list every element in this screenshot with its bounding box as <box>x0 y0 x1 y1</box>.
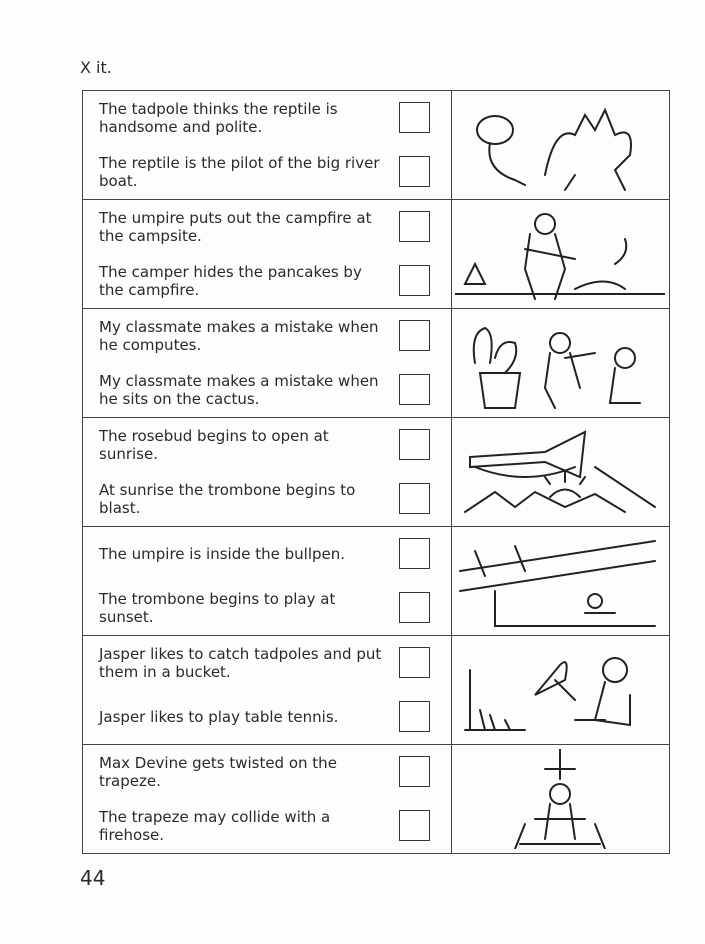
column-divider <box>451 91 452 199</box>
sentence <box>99 799 389 853</box>
sentence <box>99 745 389 799</box>
column-divider <box>451 309 452 417</box>
answer-checkbox[interactable] <box>399 211 430 242</box>
sentence-text: My classmate makes a mistake when he sits on the cactus. <box>99 372 379 408</box>
sentence-text: The rosebud begins to open at sunrise. <box>99 427 329 463</box>
sentence <box>99 91 389 145</box>
answer-checkbox[interactable] <box>399 592 430 623</box>
sentence <box>99 418 389 472</box>
exercise-row <box>83 309 669 418</box>
sentence-text: The umpire puts out the campfire at the campsite. <box>99 209 372 245</box>
sentence-text: The tadpole thinks the reptile is handsome and polite. <box>99 100 338 136</box>
sentence <box>99 690 389 744</box>
sentence-text: My classmate makes a mistake when he computes. <box>99 318 379 354</box>
column-divider <box>451 745 452 853</box>
exercise-row <box>83 91 669 200</box>
answer-checkbox[interactable] <box>399 756 430 787</box>
sentence-text: At sunrise the trombone begins to blast. <box>99 481 356 517</box>
illustration <box>455 640 665 740</box>
sentence <box>99 363 389 417</box>
sentence-text: The camper hides the pancakes by the campfire. <box>99 263 362 299</box>
sentence-text: Jasper likes to catch tadpoles and put them in a bucket. <box>99 645 382 681</box>
answer-checkbox[interactable] <box>399 320 430 351</box>
sentence <box>99 527 389 581</box>
answer-checkbox[interactable] <box>399 265 430 296</box>
sentence-text: Max Devine gets twisted on the trapeze. <box>99 754 337 790</box>
illustration <box>455 749 665 849</box>
column-divider <box>451 418 452 526</box>
illustration <box>455 422 665 522</box>
column-divider <box>451 636 452 744</box>
sentence-text: The trapeze may collide with a firehose. <box>99 808 331 844</box>
exercise-row <box>83 200 669 309</box>
sentence <box>99 309 389 363</box>
exercise-row <box>83 418 669 527</box>
exercise-table <box>82 90 670 854</box>
illustration <box>455 313 665 413</box>
sentence <box>99 472 389 526</box>
illustration <box>455 204 665 304</box>
exercise-row <box>83 745 669 853</box>
answer-checkbox[interactable] <box>399 429 430 460</box>
illustration <box>455 531 665 631</box>
sentence <box>99 145 389 199</box>
answer-checkbox[interactable] <box>399 156 430 187</box>
sentence <box>99 200 389 254</box>
sentence <box>99 581 389 635</box>
page-number: 44 <box>80 866 106 890</box>
answer-checkbox[interactable] <box>399 701 430 732</box>
answer-checkbox[interactable] <box>399 538 430 569</box>
sentence-text: The umpire is inside the bullpen. <box>99 545 346 563</box>
answer-checkbox[interactable] <box>399 810 430 841</box>
sentence-text: The reptile is the pilot of the big river boat. <box>99 154 380 190</box>
answer-checkbox[interactable] <box>399 374 430 405</box>
column-divider <box>451 200 452 308</box>
answer-checkbox[interactable] <box>399 647 430 678</box>
sentence <box>99 636 389 690</box>
exercise-row <box>83 527 669 636</box>
answer-checkbox[interactable] <box>399 102 430 133</box>
sentence <box>99 254 389 308</box>
exercise-row <box>83 636 669 745</box>
instruction: X it. <box>80 58 112 77</box>
column-divider <box>451 527 452 635</box>
answer-checkbox[interactable] <box>399 483 430 514</box>
illustration <box>455 95 665 195</box>
sentence-text: Jasper likes to play table tennis. <box>99 708 339 726</box>
sentence-text: The trombone begins to play at sunset. <box>99 590 336 626</box>
